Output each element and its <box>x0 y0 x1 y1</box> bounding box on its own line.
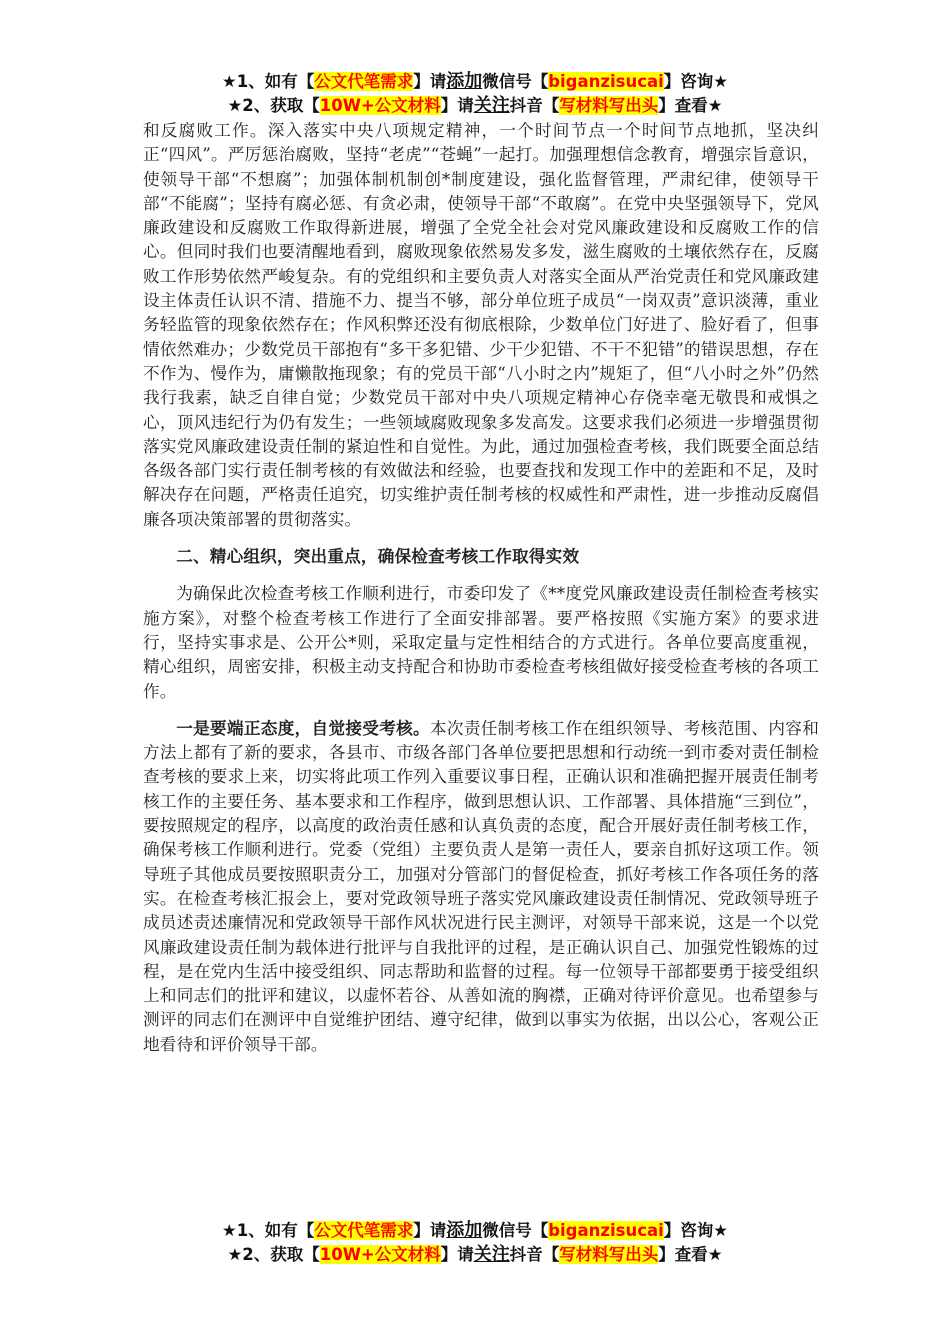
promo-text: ★2、获取【 <box>227 96 320 115</box>
promo-text: 】咨询★ <box>663 72 729 91</box>
promo-text: 抖音【 <box>509 96 560 115</box>
promo-highlight: 公文代笔需求 <box>314 1221 414 1240</box>
promo-text: ★1、如有【 <box>221 1221 315 1240</box>
document-body <box>143 119 819 1057</box>
promo-wechat-id: biganzisucai <box>548 72 664 91</box>
promo-banner-bottom <box>0 1219 950 1267</box>
paragraph-continued: 和反腐败工作。深入落实中央八项规定精神，一个时间节点一个时间节点地抓，坚决纠正“四风”。严厉惩治腐败，坚持“老虎”“苍蝇”一起打。加强理想信念教育，增强宗旨意识，使领导干部“不想腐”；加强体制机制创*制度建设，强化监督管理，严肃纪律，使领导干部“不能腐”；坚持有腐必惩、有贪必肃，使领导干部“不敢腐”。在党中央坚强领导下，党风廉政建设和反腐败工作取得新进展，增强了全党全社会对党风廉政建设和反腐败工作的信心。但同时我们也要清醒地看到，腐败现象依然易发多发，滋生腐败的土壤依然存在，反腐败工作形势依然严峻复杂。有的党组织和主要负责人对落实全面从严治党责任和党风廉政建设主体责任认识不清、措施不力、提当不够，部分单位班子成员“一岗双责”意识淡薄，重业务轻监管的现象依然存在；作风积弊还没有彻底根除，少数单位门好进了、脸好看了，但事情依然难办；少数党员干部抱有“多干多犯错、少干少犯错、不干不犯错”的错误思想，存在不作为、慢作为，庸懒散拖现象；有的党员干部“八小时之内”规矩了，但“八小时之外”仍然我行我素，缺乏自律自觉；少数党员干部对中央八项规定精神心存侥幸毫无敬畏和戒惧之心，顶风违纪行为仍有发生；一些领域腐败现象多发高发。这要求我们必须进一步增强贯彻落实党风廉政建设责任制的紧迫性和自觉性。为此，通过加强检查考核，我们既要全面总结各级各部门实行责任制考核的有效做法和经验，也要查找和发现工作中的差距和不足，及时解决存在问题，严格责任追究，切实维护责任制考核的权威性和严肃性，进一步推动反腐倡廉各项决策部署的贯彻落实。 <box>143 121 819 529</box>
promo-text: ★1、如有【 <box>221 72 315 91</box>
promo-douyin-account: 写材料写出头 <box>559 96 659 115</box>
promo-line-1 <box>0 1219 950 1243</box>
promo-line-2 <box>0 1243 950 1267</box>
promo-text: 】请 <box>440 1245 474 1264</box>
promo-line-2 <box>0 94 950 118</box>
promo-text: 微信号【 <box>482 72 549 91</box>
promo-emphasis: 添加 <box>446 1220 483 1241</box>
promo-text: 】咨询★ <box>663 1221 729 1240</box>
paragraph-lead: 一是要端正态度，自觉接受考核。 <box>176 718 430 738</box>
promo-emphasis: 关注 <box>473 95 510 116</box>
promo-text: 】请 <box>413 1221 447 1240</box>
promo-text: 】查看★ <box>658 96 723 115</box>
promo-highlight: 10W+公文材料 <box>319 1245 441 1264</box>
promo-text: 】查看★ <box>658 1245 723 1264</box>
promo-douyin-account: 写材料写出头 <box>559 1245 659 1264</box>
promo-banner-top <box>0 70 950 118</box>
section-heading: 二、精心组织，突出重点，确保检查考核工作取得实效 <box>176 547 580 567</box>
promo-line-1 <box>0 70 950 94</box>
promo-text: 】请 <box>413 72 447 91</box>
promo-highlight: 公文代笔需求 <box>314 72 414 91</box>
promo-emphasis: 关注 <box>473 1244 510 1265</box>
paragraph-text: 本次责任制考核工作在组织领导、考核范围、内容和方法上都有了新的要求，各县市、市级各部门各单位要把思想和行动统一到市委对责任制检查考核的要求上来，切实将此项工作列入重要议事日程，正确认识和准确把握开展责任制考核工作的主要任务、基本要求和工作程序，做到思想认识、工作部署、具体措施“三到位”，要按照规定的程序，以高度的政治责任感和认真负责的态度，配合开展好责任制考核工作，确保考核工作顺利进行。党委（党组）主要负责人是第一责任人，要亲自抓好这项工作。领导班子其他成员要按照职责分工，加强对分管部门的督促检查，抓好考核工作各项任务的落实。在检查考核汇报会上，要对党政领导班子落实党风廉政建设责任制情况、党政领导班子成员述责述廉情况和党政领导干部作风状况进行民主测评，对领导干部来说，这是一个以党风廉政建设责任制为载体进行批评与自我批评的过程，是正确认识自己、加强党性锻炼的过程，是在党内生活中接受组织、同志帮助和监督的过程。每一位领导干部都要勇于接受组织上和同志们的批评和建议，以虚怀若谷、从善如流的胸襟，正确对待评价意见。也希望参与测评的同志们在测评中自觉维护团结、遵守纪律，做到以事实为依据，出以公心，客观公正地看待和评价领导干部。 <box>143 718 819 1054</box>
promo-text: 抖音【 <box>509 1245 560 1264</box>
promo-highlight: 10W+公文材料 <box>319 96 441 115</box>
promo-emphasis: 添加 <box>446 71 483 92</box>
promo-text: 微信号【 <box>482 1221 549 1240</box>
paragraph <box>143 717 819 1057</box>
promo-wechat-id: biganzisucai <box>548 1221 664 1240</box>
paragraph: 为确保此次检查考核工作顺利进行，市委印发了《**度党风廉政建设责任制检查考核实施方案》，对整个检查考核工作进行了全面安排部署。要严格按照《实施方案》的要求进行，坚持实事求是、公开公*则，采取定量与定性相结合的方式进行。各单位要高度重视，精心组织，周密安排，积极主动支持配合和协助市委检查考核组做好接受检查考核的各项工作。 <box>143 584 819 701</box>
promo-text: ★2、获取【 <box>227 1245 320 1264</box>
promo-text: 】请 <box>440 96 474 115</box>
